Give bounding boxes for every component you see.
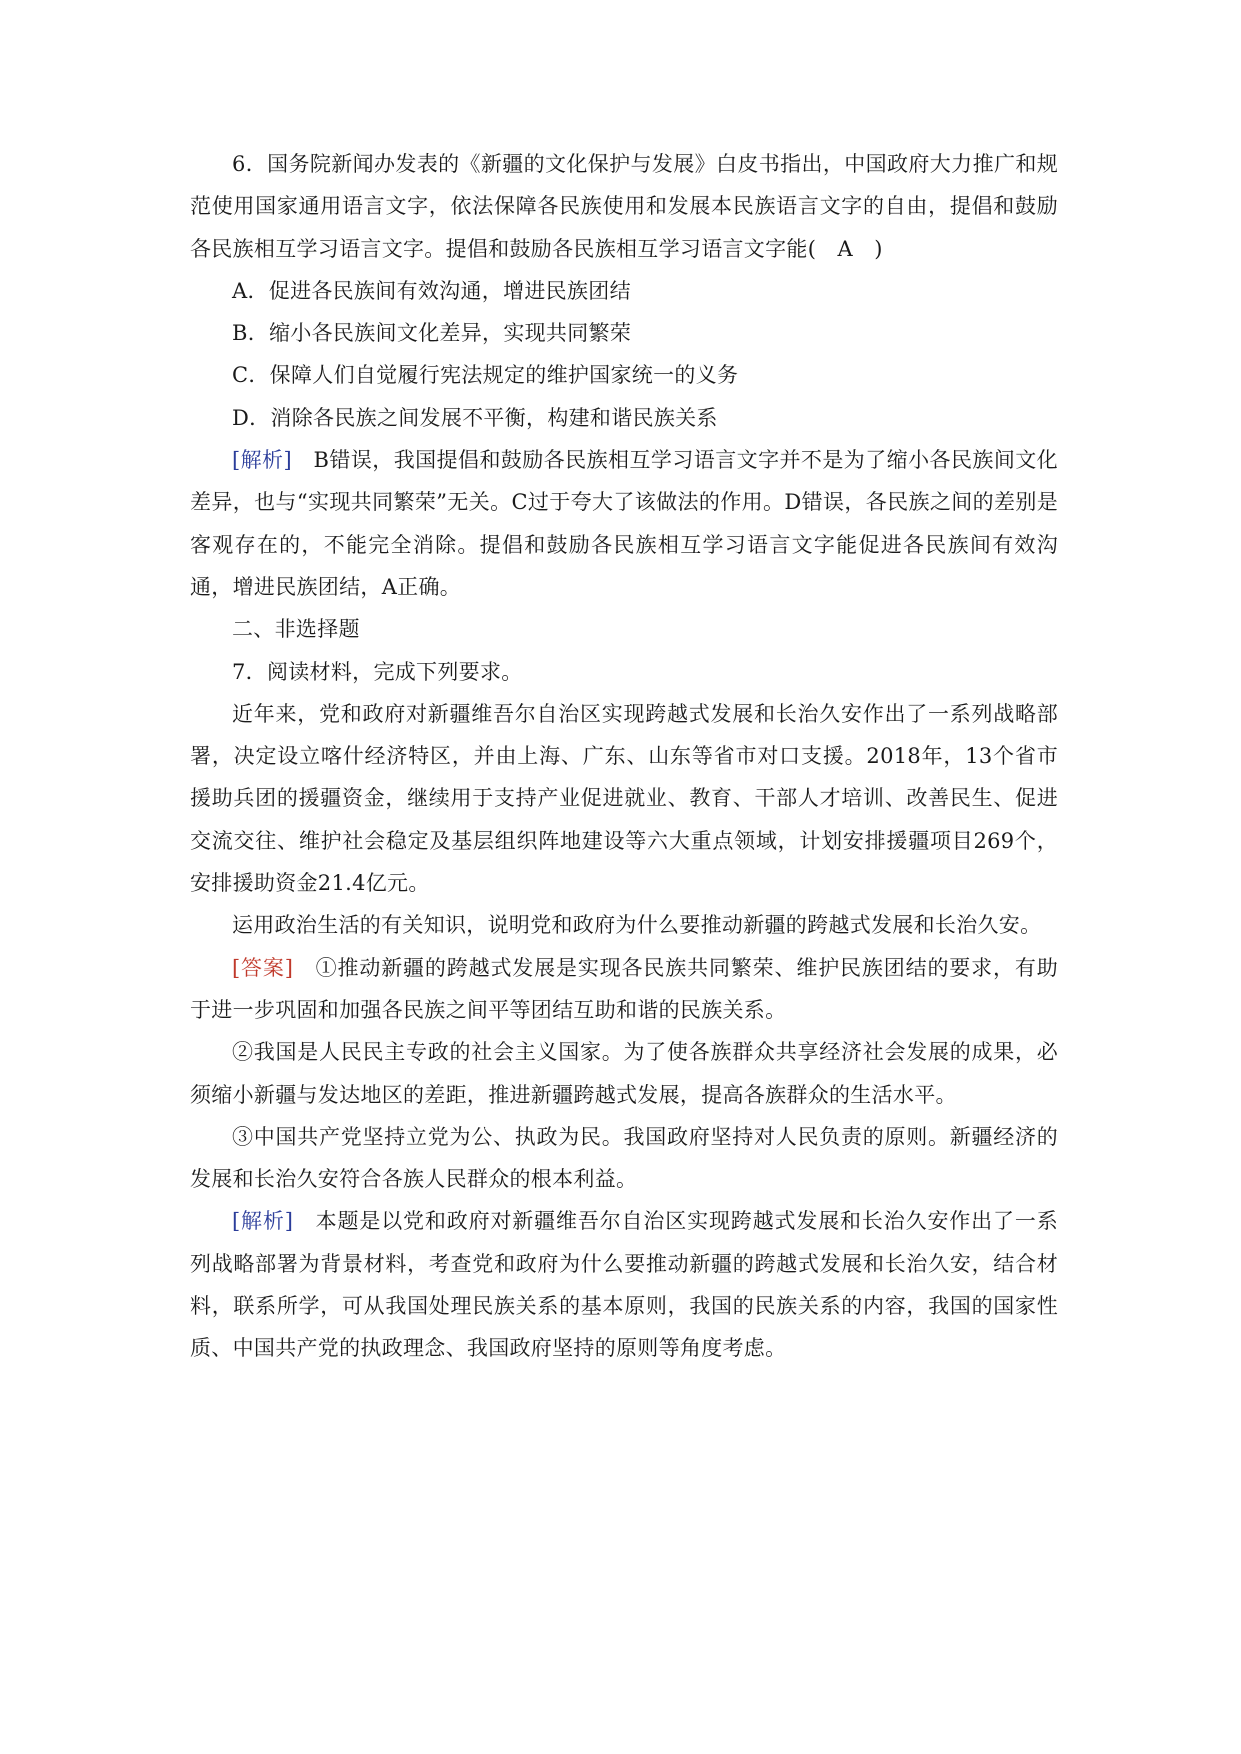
q6-analysis <box>190 439 1058 608</box>
q7-analysis <box>190 1200 1058 1369</box>
question-6-stem: 6．国务院新闻办发表的《新疆的文化保护与发展》白皮书指出，中国政府大力推广和规范使用国家通用语言文字，依法保障各民族使用和发展本民族语言文字的自由，提倡和鼓励各民族相互学习语言文字。提倡和鼓励各民族相互学习语言文字能( A ) <box>190 152 1058 261</box>
q7-question: 运用政治生活的有关知识，说明党和政府为什么要推动新疆的跨越式发展和长治久安。 <box>232 913 1042 938</box>
q6-option-d: D．消除各民族之间发展不平衡，构建和谐民族关系 <box>232 405 718 430</box>
answer-tag: [答案] <box>232 955 294 980</box>
q7-answer-3: ③中国共产党坚持立党为公、执政为民。我国政府坚持对人民负责的原则。新疆经济的发展和长治久安符合各族人民群众的根本利益。 <box>190 1124 1058 1192</box>
q7-answer-2: ②我国是人民民主专政的社会主义国家。为了使各族群众共享经济社会发展的成果，必须缩小新疆与发达地区的差距，推进新疆跨越式发展，提高各族群众的生活水平。 <box>190 1040 1058 1107</box>
section-heading: 二、非选择题 <box>232 617 360 642</box>
analysis-tag: [解析] <box>232 448 292 473</box>
analysis-tag: [解析] <box>232 1209 294 1234</box>
analysis-text: 本题是以党和政府对新疆维吾尔自治区实现跨越式发展和长治久安作出了一系列战略部署为背景材料，考查党和政府为什么要推动新疆的跨越式发展和长治久安，结合材料，联系所学，可从我国处理民族关系的基本原则，我国的民族关系的内容，我国的国家性质、中国共产党的执政理念、我国政府坚持的原则等角度考虑。 <box>190 1209 1059 1361</box>
analysis-text: B错误，我国提倡和鼓励各民族相互学习语言文字并不是为了缩小各民族间文化差异，也与“实现共同繁荣”无关。C过于夸大了该做法的作用。D错误，各民族之间的差别是客观存在的，不能完全消除。提倡和鼓励各民族相互学习语言文字能促进各民族间有效沟通，增进民族团结，A正确。 <box>190 448 1058 599</box>
q6-option-c: C．保障人们自觉履行宪法规定的维护国家统一的义务 <box>232 363 739 388</box>
q6-option-b: B．缩小各民族间文化差异，实现共同繁荣 <box>232 321 632 346</box>
q6-option-a: A．促进各民族间有效沟通，增进民族团结 <box>232 278 631 303</box>
question-7-stem: 7．阅读材料，完成下列要求。 <box>232 659 523 684</box>
q7-material: 近年来，党和政府对新疆维吾尔自治区实现跨越式发展和长治久安作出了一系列战略部署，决定设立喀什经济特区，并由上海、广东、山东等省市对口支援。2018年，13个省市援助兵团的援疆资金，继续用于支持产业促进就业、教育、干部人才培训、改善民生、促进交流交往、维护社会稳定及基层组织阵地建设等六大重点领域，计划安排援疆项目269个，安排援助资金21.4亿元。 <box>190 701 1058 896</box>
document-page <box>190 143 1058 1370</box>
q7-answer-1 <box>190 947 1058 1032</box>
answer-text: ①推动新疆的跨越式发展是实现各民族共同繁荣、维护民族团结的要求，有助于进一步巩固和加强各民族之间平等团结互助和谐的民族关系。 <box>190 955 1059 1022</box>
